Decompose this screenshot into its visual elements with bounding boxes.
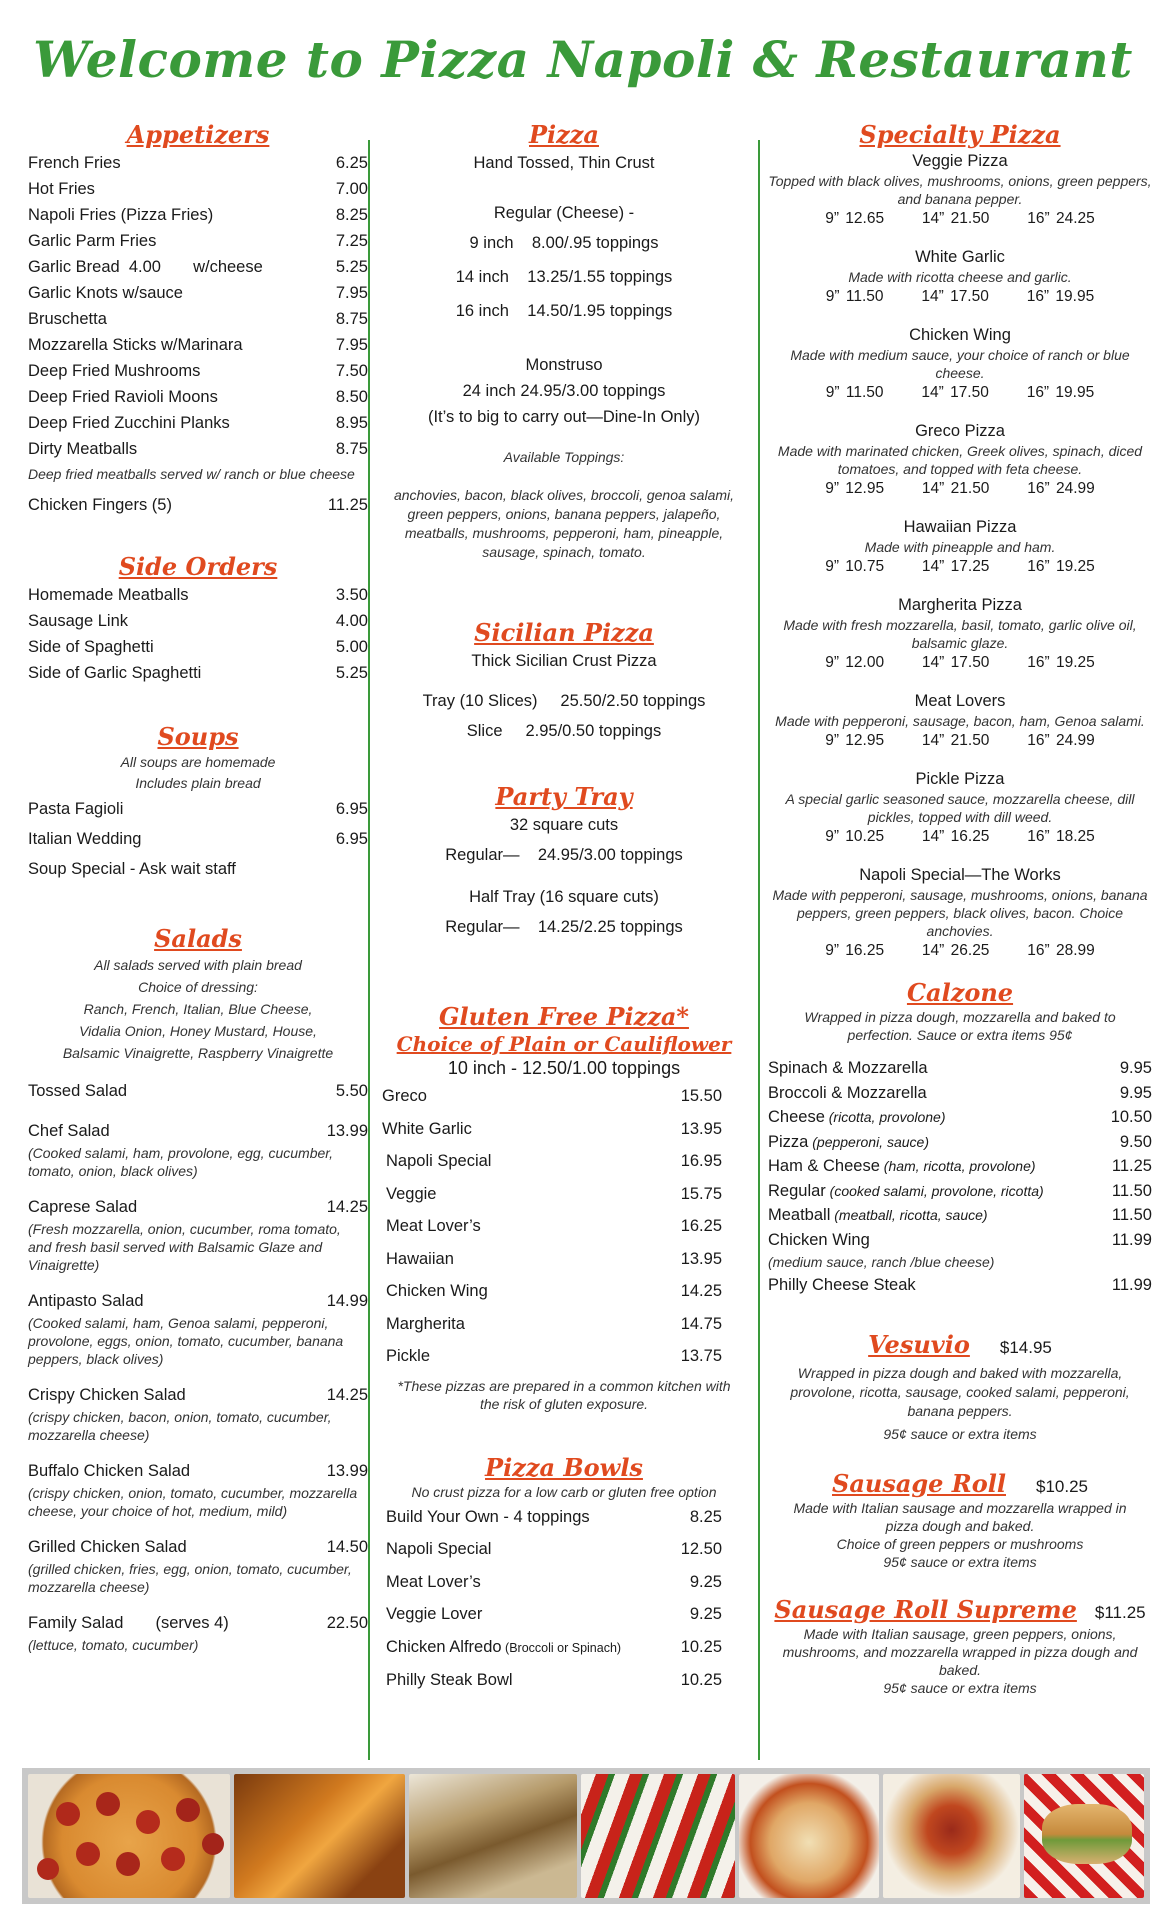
- left-column: [28, 120, 368, 1668]
- salads-heading: Salads: [154, 924, 242, 953]
- menu-item: Italian Wedding 6.95: [28, 830, 368, 848]
- menu-item: Veggie Lover 9.25: [386, 1605, 722, 1623]
- sausage-roll-extra: 95¢ sauce or extra items: [883, 1554, 1037, 1570]
- menu-item: Chicken Alfredo (Broccoli or Spinach) 10.25: [386, 1637, 722, 1656]
- salads-note: All salads served with plain bread: [94, 957, 302, 973]
- menu-item: Deep Fried Ravioli Moons 8.50: [28, 388, 368, 406]
- specialty-item: Veggie Pizza Topped with black olives, mushrooms, onions, green peppers, and banana pepper. 9” 12.65 14” 21.50 16” 24.25: [768, 152, 1152, 227]
- salad-item: Grilled Chicken Salad 14.50 (grilled chicken, fries, egg, onion, tomato, cucumber, mozzarella cheese): [28, 1538, 368, 1595]
- menu-item: Side of Spaghetti 5.00: [28, 638, 368, 656]
- pizza-regular: Regular (Cheese) -: [493, 204, 635, 222]
- menu-item: Spinach & Mozzarella 9.95: [768, 1059, 1152, 1077]
- sausage-roll-price: $10.25: [1036, 1477, 1088, 1496]
- sicilian-desc: Thick Sicilian Crust Pizza: [471, 652, 657, 670]
- gluten-free-size: 10 inch - 12.50/1.00 toppings: [447, 1058, 681, 1078]
- menu-item: Soup Special - Ask wait staff: [28, 860, 236, 878]
- specialty-item: White Garlic Made with ricotta cheese and garlic. 9” 11.50 14” 17.50 16” 19.95: [825, 248, 1095, 305]
- menu-item: Greco 15.50: [382, 1087, 722, 1105]
- sausage-roll-choice: Choice of green peppers or mushrooms: [836, 1536, 1084, 1552]
- menu-item: Regular (cooked salami, provolone, ricotta) 11.50: [768, 1181, 1152, 1200]
- vesuvio-header: [768, 1330, 1152, 1360]
- menu-item: Cheese (ricotta, provolone) 10.50: [768, 1108, 1152, 1126]
- specialty-item: Margherita Pizza Made with fresh mozzarella, basil, tomato, garlic olive oil, balsamic glaze. 9” 12.00 14” 17.50 16” 19.25: [783, 596, 1137, 671]
- toppings-list: anchovies, bacon, black olives, broccoli, genoa salami, green peppers, onions, banana peppers, jalapeño, meatballs, mushrooms, pepperoni, ham, pineapple, sausage, spinach, tomato.: [393, 487, 735, 560]
- sausage-roll-supreme-price: $11.25: [1094, 1603, 1146, 1622]
- monstruso-title: Monstruso: [525, 356, 603, 374]
- party-tray-regular: Regular— 24.95/3.00 toppings: [445, 846, 683, 864]
- sicilian-tray: Tray (10 Slices) 25.50/2.50 toppings: [422, 692, 706, 710]
- sicilian-heading: Sicilian Pizza: [474, 618, 654, 647]
- salads-note: Ranch, French, Italian, Blue Cheese,: [83, 1001, 313, 1017]
- salad-item: Chef Salad 13.99 (Cooked salami, ham, provolone, egg, cucumber, tomato, onion, black olives): [28, 1122, 368, 1179]
- party-tray-heading: Party Tray: [495, 782, 633, 811]
- gluten-free-list: [378, 1080, 750, 1373]
- calzone-wing-note: (medium sauce, ranch /blue cheese): [768, 1254, 995, 1270]
- vesuvio-heading: Vesuvio: [868, 1330, 970, 1359]
- pizza-size: 14 inch 13.25/1.55 toppings: [455, 268, 673, 286]
- monstruso-note: (It’s to big to carry out—Dine-In Only): [427, 408, 701, 426]
- menu-item: Deep Fried Zucchini Planks 8.95: [28, 414, 368, 432]
- menu-item: French Fries 6.25: [28, 154, 368, 172]
- menu-item: Build Your Own - 4 toppings 8.25: [386, 1507, 722, 1526]
- soups-note: Includes plain bread: [135, 775, 261, 791]
- party-tray-cuts: 32 square cuts: [509, 816, 619, 834]
- menu-item: Mozzarella Sticks w/Marinara 7.95: [28, 336, 368, 354]
- salad-item: Crispy Chicken Salad 14.25 (crispy chicken, bacon, onion, tomato, cucumber, mozzarella cheese): [28, 1386, 368, 1443]
- sandwich-photo: [1024, 1774, 1144, 1898]
- vesuvio-price: $14.95: [999, 1338, 1052, 1357]
- specialty-item: Napoli Special—The Works Made with pepperoni, sausage, mushrooms, onions, banana peppers, green peppers, black olives, bacon. Choice anchovies. 9” 16.25 14” 26.25 16” 28.99: [772, 866, 1148, 959]
- menu-item: Dirty Meatballs 8.75: [28, 440, 368, 458]
- food-photo-strip: [22, 1768, 1150, 1904]
- menu-item: Sausage Link 4.00: [28, 612, 368, 630]
- party-tray-half: Half Tray (16 square cuts): [469, 888, 659, 906]
- middle-column: [378, 120, 750, 1697]
- side-orders-list: [28, 582, 368, 686]
- menu-item: Napoli Special 12.50: [386, 1540, 722, 1558]
- toppings-label: Available Toppings:: [503, 449, 625, 465]
- salads-note: Balsamic Vinaigrette, Raspberry Vinaigrette: [62, 1045, 334, 1061]
- vesuvio-extra: 95¢ sauce or extra items: [883, 1426, 1037, 1442]
- specialty-item: Greco Pizza Made with marinated chicken, Greek olives, spinach, diced tomatoes, and topped with feta cheese. 9” 12.95 14” 21.50 16” 24.99: [777, 422, 1143, 497]
- menu-item: Chicken Fingers (5) 11.25: [28, 496, 368, 514]
- menu-item: Chicken Wing 11.99: [768, 1230, 1152, 1249]
- pizza-size: 9 inch 8.00/.95 toppings: [469, 234, 659, 252]
- gluten-free-note: *These pizzas are prepared in a common kitchen with the risk of gluten exposure.: [397, 1377, 731, 1412]
- menu-item: Garlic Knots w/sauce 7.95: [28, 284, 368, 302]
- pizza-size: 16 inch 14.50/1.95 toppings: [455, 302, 673, 320]
- pizza-crust: Hand Tossed, Thin Crust: [473, 154, 655, 172]
- specialty-item: Meat Lovers Made with pepperoni, sausage, bacon, ham, Genoa salami. 9” 12.95 14” 21.50 16” 24.99: [775, 692, 1145, 749]
- menu-item: Meat Lover’s 16.25: [386, 1217, 722, 1235]
- appetizers-heading: Appetizers: [126, 120, 270, 149]
- sausage-roll-heading: Sausage Roll: [832, 1469, 1006, 1498]
- spaghetti-photo: [409, 1774, 577, 1898]
- soups-note: All soups are homemade: [120, 754, 276, 770]
- baked-pasta-photo: [739, 1774, 880, 1898]
- menu-item: Meatball (meatball, ricotta, sauce) 11.50: [768, 1206, 1152, 1224]
- salad-item: Antipasto Salad 14.99 (Cooked salami, ham, Genoa salami, pepperoni, provolone, eggs, onion, tomato, cucumber, banana peppers, black olives): [28, 1292, 368, 1367]
- gluten-free-subheading: Choice of Plain or Cauliflower: [396, 1032, 732, 1056]
- page-title: Welcome to Pizza Napoli & Restaurant: [33, 30, 1133, 89]
- salad-item: Buffalo Chicken Salad 13.99 (crispy chicken, onion, tomato, cucumber, mozzarella cheese, your choice of hot, medium, mild): [28, 1462, 368, 1519]
- menu-item: Garlic Bread 4.00 w/cheese 5.25: [28, 258, 368, 276]
- specialty-item: Hawaiian Pizza Made with pineapple and ham. 9” 10.75 14” 17.25 16” 19.25: [825, 518, 1095, 575]
- menu-item: White Garlic 13.95: [382, 1119, 722, 1138]
- menu-item: Garlic Parm Fries 7.25: [28, 232, 368, 250]
- sausage-roll-supreme-heading: Sausage Roll Supreme: [774, 1595, 1077, 1624]
- menu-item: Philly Cheese Steak 11.99: [768, 1276, 1152, 1294]
- menu-item: Ham & Cheese (ham, ricotta, provolone) 11.25: [768, 1157, 1152, 1175]
- pizza-bowls-list: [378, 1501, 750, 1697]
- calzone-list: [768, 1056, 1152, 1298]
- menu-item: Meat Lover’s 9.25: [386, 1572, 722, 1591]
- menu-item: Philly Steak Bowl 10.25: [386, 1671, 722, 1689]
- menu-item: Pizza (pepperoni, sauce) 9.50: [768, 1132, 1152, 1151]
- menu-item: Pickle 13.75: [386, 1347, 722, 1365]
- party-tray-half-regular: Regular— 14.25/2.25 toppings: [445, 918, 683, 936]
- side-orders-heading: Side Orders: [118, 552, 278, 581]
- salad-item: Tossed Salad 5.50: [28, 1082, 368, 1100]
- column-divider-right: [758, 140, 760, 1760]
- menu-item: Chicken Wing 14.25: [386, 1282, 722, 1300]
- menu-item: Margherita 14.75: [386, 1314, 722, 1333]
- calzone-heading: Calzone: [906, 978, 1014, 1007]
- menu-item: Hot Fries 7.00: [28, 180, 368, 198]
- specialty-heading: Specialty Pizza: [859, 120, 1061, 149]
- pizza-bowls-heading: Pizza Bowls: [485, 1452, 643, 1482]
- salads-note: Vidalia Onion, Honey Mustard, House,: [79, 1023, 317, 1039]
- sausage-roll-desc: Made with Italian sausage and mozzarella wrapped in pizza dough and baked.: [793, 1500, 1127, 1534]
- salad-item: Caprese Salad 14.25 (Fresh mozzarella, onion, cucumber, roma tomato, and fresh basil served with Balsamic Glaze and Vinaigrette): [28, 1198, 368, 1273]
- monstruso-price: 24 inch 24.95/3.00 toppings: [462, 382, 666, 400]
- appetizers-list: [28, 150, 368, 518]
- menu-item: Napoli Fries (Pizza Fries) 8.25: [28, 206, 368, 224]
- soups-heading: Soups: [157, 722, 239, 751]
- caprese-photo: [581, 1774, 735, 1898]
- pizza-heading: Pizza: [529, 120, 599, 149]
- salad-item: Family Salad (serves 4) 22.50 (lettuce, tomato, cucumber): [28, 1614, 368, 1653]
- right-column: [768, 120, 1152, 1697]
- menu-item: Deep Fried Mushrooms 7.50: [28, 362, 368, 380]
- menu-item: Bruschetta 8.75: [28, 310, 368, 328]
- gluten-free-heading: Gluten Free Pizza*: [439, 1002, 689, 1031]
- menu-item: Homemade Meatballs 3.50: [28, 586, 368, 604]
- sausage-roll-supreme-extra: 95¢ sauce or extra items: [883, 1680, 1037, 1696]
- menu-item: Napoli Special 16.95: [386, 1152, 722, 1170]
- salads-note: Choice of dressing:: [138, 979, 258, 995]
- sausage-roll-supreme-desc: Made with Italian sausage, green peppers, onions, mushrooms, and mozzarella wrapped in pizza dough and baked.: [782, 1626, 1138, 1678]
- specialty-item: Chicken Wing Made with medium sauce, your choice of ranch or blue cheese. 9” 11.50 14” 17.50 16” 19.95: [790, 326, 1130, 401]
- specialty-item: Pickle Pizza A special garlic seasoned sauce, mozzarella cheese, dill pickles, topped with dill weed. 9” 10.25 14” 16.25 16” 18.25: [785, 770, 1135, 845]
- chicken-wings-photo: [234, 1774, 404, 1898]
- meatballs-spaghetti-photo: [883, 1774, 1020, 1898]
- sausage-roll-header: [768, 1469, 1152, 1499]
- vesuvio-desc: Wrapped in pizza dough and baked with mozzarella, provolone, ricotta, sausage, cooked salami, pepperoni, banana peppers.: [790, 1365, 1130, 1419]
- menu-item: Veggie 15.75: [386, 1184, 722, 1203]
- meatball-note: Deep fried meatballs served w/ ranch or blue cheese: [28, 466, 355, 482]
- menu-item: Side of Garlic Spaghetti 5.25: [28, 664, 368, 682]
- sausage-roll-supreme-header: [768, 1595, 1152, 1625]
- column-divider-left: [368, 140, 370, 1760]
- menu-item: Pasta Fagioli 6.95: [28, 800, 368, 818]
- pepperoni-pizza-photo: [28, 1774, 230, 1898]
- menu-item: Broccoli & Mozzarella 9.95: [768, 1083, 1152, 1102]
- calzone-note: Wrapped in pizza dough, mozzarella and baked to perfection. Sauce or extra items 95¢: [804, 1009, 1116, 1043]
- sicilian-slice: Slice 2.95/0.50 toppings: [466, 722, 662, 740]
- pizza-bowls-note: No crust pizza for a low carb or gluten free option: [411, 1483, 717, 1500]
- menu-item: Hawaiian 13.95: [386, 1249, 722, 1268]
